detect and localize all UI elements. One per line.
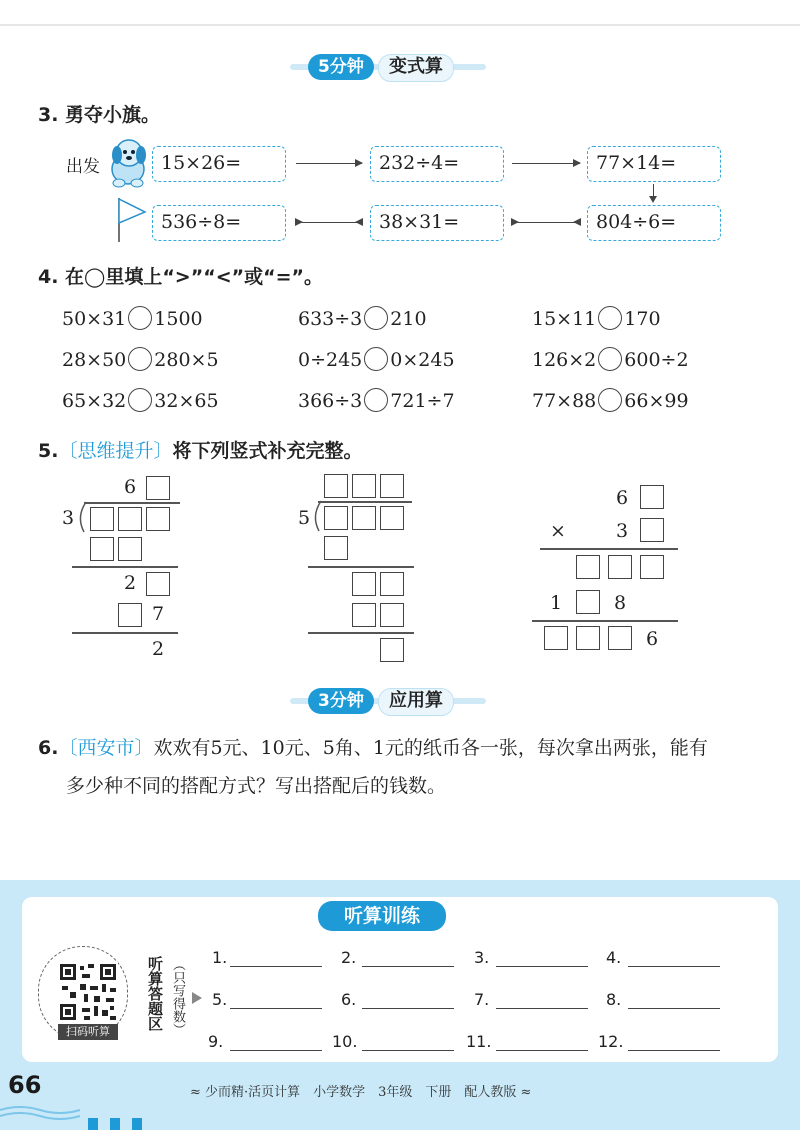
arrow-right: [512, 163, 580, 164]
section-header-application: [290, 686, 486, 716]
flag-icon: [114, 196, 148, 244]
q6-line2: 多少种不同的搭配方式？写出搭配后的钱数。: [66, 775, 447, 797]
blank-square[interactable]: [576, 555, 600, 579]
answer-line[interactable]: [496, 948, 588, 967]
answer-line[interactable]: [628, 990, 720, 1009]
compare-item: 77×88 66×99: [532, 390, 689, 412]
section-header-variant: [290, 52, 486, 82]
blank-square[interactable]: [324, 474, 348, 498]
section-label: 应用算: [378, 688, 454, 716]
q3-title: 3. 勇夺小旗。: [38, 104, 161, 126]
blank-square[interactable]: [90, 507, 114, 531]
wave-decoration: [0, 1100, 800, 1130]
compare-item: 633÷3 210: [298, 308, 427, 330]
qr-code-icon[interactable]: [58, 962, 118, 1022]
blank-square[interactable]: [352, 572, 376, 596]
blank-square[interactable]: [380, 603, 404, 627]
qr-caption: 扫码听算: [58, 1024, 118, 1040]
answer-area-label: 听算答题区: [146, 956, 164, 1031]
blank-square[interactable]: [544, 626, 568, 650]
q5-title: 5.〔思维提升〕将下列竖式补充完整。: [38, 440, 363, 462]
answer-line[interactable]: [362, 990, 454, 1009]
blank-circle[interactable]: [364, 347, 388, 371]
top-rule: [0, 24, 800, 26]
blank-square[interactable]: [146, 507, 170, 531]
step-box-3: 77×14=: [587, 146, 721, 182]
blank-circle[interactable]: [128, 306, 152, 330]
blank-circle[interactable]: [128, 388, 152, 412]
blank-square[interactable]: [146, 572, 170, 596]
blank-square[interactable]: [352, 506, 376, 530]
compare-item: 366÷3 721÷7: [298, 390, 455, 412]
compare-item: 50×31 1500: [62, 308, 203, 330]
blank-square[interactable]: [324, 506, 348, 530]
answer-line[interactable]: [496, 990, 588, 1009]
blank-square[interactable]: [380, 506, 404, 530]
compare-item: 126×2 600÷2: [532, 349, 689, 371]
q6-line1: 6.〔西安市〕欢欢有5元、10元、5角、1元的纸币各一张，每次拿出两张，能有: [38, 737, 708, 759]
blank-square[interactable]: [118, 537, 142, 561]
answer-line[interactable]: [230, 1032, 322, 1051]
blank-square[interactable]: [324, 536, 348, 560]
triangle-pointer-icon: [190, 990, 204, 1006]
answer-line[interactable]: [230, 948, 322, 967]
blank-circle[interactable]: [128, 347, 152, 371]
blank-square[interactable]: [352, 474, 376, 498]
blank-square[interactable]: [90, 537, 114, 561]
q4-title: 4. 在◯里填上“>”“<”或“=”。: [38, 266, 324, 288]
answer-line[interactable]: [362, 1032, 454, 1051]
answer-line[interactable]: [496, 1032, 588, 1051]
answer-line[interactable]: [362, 948, 454, 967]
blank-square[interactable]: [118, 603, 142, 627]
blank-circle[interactable]: [364, 306, 388, 330]
step-box-6: 536÷8=: [152, 205, 286, 241]
blank-square[interactable]: [640, 555, 664, 579]
answer-line[interactable]: [628, 1032, 720, 1051]
blank-circle[interactable]: [598, 347, 622, 371]
section-minutes: 3分钟: [308, 688, 374, 714]
footer-info: ≈ 少而精·活页计算 小学数学 3年级 下册 配人教版 ≈: [190, 1085, 532, 1100]
compare-item: 15×11 170: [532, 308, 661, 330]
blank-circle[interactable]: [598, 306, 622, 330]
blank-square[interactable]: [576, 626, 600, 650]
arrow-left: [296, 222, 362, 223]
section-label: 变式算: [378, 54, 454, 82]
step-box-2: 232÷4=: [370, 146, 504, 182]
blank-square[interactable]: [352, 603, 376, 627]
blank-square[interactable]: [380, 638, 404, 662]
blank-square[interactable]: [608, 555, 632, 579]
blank-square[interactable]: [380, 572, 404, 596]
blank-square[interactable]: [640, 518, 664, 542]
q5-tag: 〔思维提升〕: [58, 440, 173, 462]
answer-line[interactable]: [230, 990, 322, 1009]
answer-area-note: （只写得数）: [170, 958, 185, 1036]
page-number: 66: [8, 1071, 42, 1099]
blank-square[interactable]: [576, 590, 600, 614]
start-label: 出发: [66, 157, 100, 177]
blank-circle[interactable]: [598, 388, 622, 412]
step-box-5: 38×31=: [370, 205, 504, 241]
blank-square[interactable]: [380, 474, 404, 498]
compare-item: 28×50 280×5: [62, 349, 219, 371]
blank-square[interactable]: [608, 626, 632, 650]
arrow-right: [296, 163, 362, 164]
section-minutes: 5分钟: [308, 54, 374, 80]
step-box-1: 15×26=: [152, 146, 286, 182]
arrow-left: [512, 222, 580, 223]
compare-item: 65×32 32×65: [62, 390, 219, 412]
q6-tag: 〔西安市〕: [58, 737, 154, 759]
step-box-4: 804÷6=: [587, 205, 721, 241]
blank-square[interactable]: [640, 485, 664, 509]
blank-square[interactable]: [118, 507, 142, 531]
listening-title: 听算训练: [318, 901, 446, 931]
blank-square[interactable]: [146, 476, 170, 500]
compare-item: 0÷245 0×245: [298, 349, 455, 371]
answer-line[interactable]: [628, 948, 720, 967]
puppy-icon: [103, 135, 153, 190]
blank-circle[interactable]: [364, 388, 388, 412]
